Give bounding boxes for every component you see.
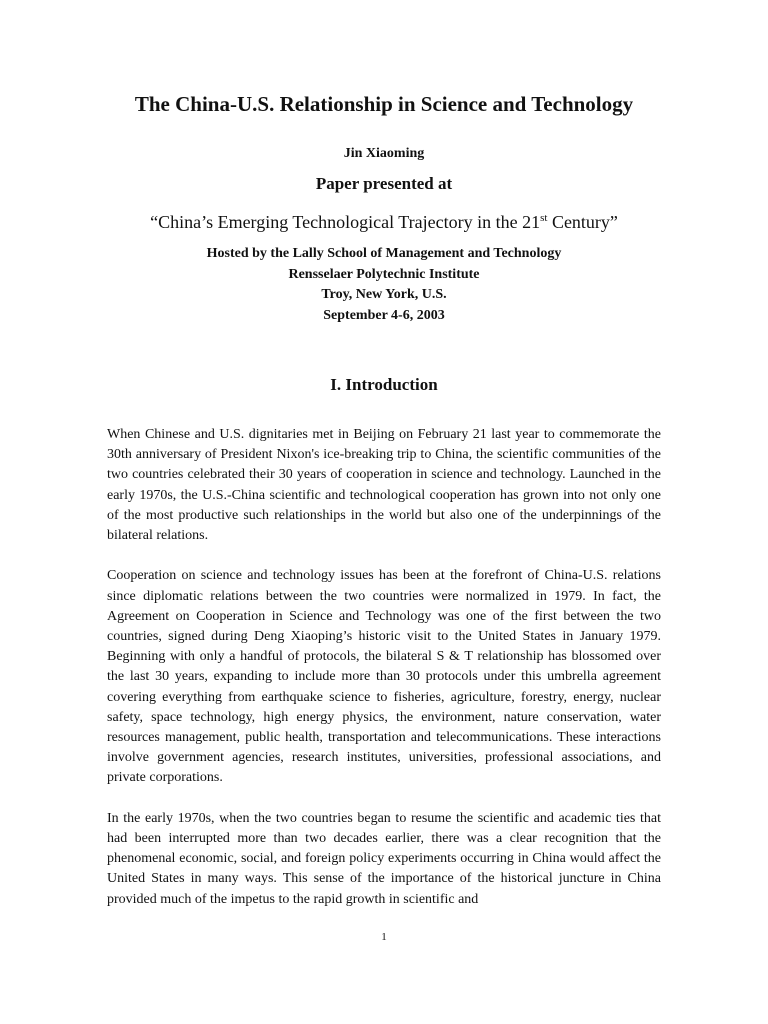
- paper-title: The China-U.S. Relationship in Science and Technology: [134, 92, 634, 116]
- host-line-school: Hosted by the Lally School of Management and Technology: [206, 246, 562, 261]
- conference-title-superscript: st: [540, 212, 548, 224]
- host-line-institute: Rensselaer Polytechnic Institute: [288, 266, 480, 282]
- conference-title-main: “China’s Emerging Technological Trajectory in the 21: [150, 212, 541, 232]
- host-info: [60, 244, 708, 326]
- presented-label: Paper presented at: [315, 174, 453, 193]
- author-name: Jin Xiaoming: [343, 146, 425, 161]
- body-text: [107, 425, 661, 930]
- section-heading: I. Introduction: [330, 375, 438, 394]
- paragraph: Cooperation on science and technology issues has been at the forefront of China-U.S. relations since diplomatic relations between the two countries were normalized in 1979. In fact, the Agreement on Cooperation in Science and Technology was one of the first between the two countries, signed during Deng Xiaoping’s historic visit to the United States in January 1979. Beginning with only a handful of protocols, the bilateral S & T relationship has blossomed over the last 30 years, expanding to include more than 30 protocols under this umbrella agreement covering everything from earthquake science to fisheries, agriculture, forestry, energy, nuclear safety, space technology, high energy physics, the environment, nature conservation, water resources management, public health, transportation and telecommunications. These interactions involve government agencies, research institutes, universities, professional associations, and private corporations.: [107, 568, 661, 786]
- paragraph: In the early 1970s, when the two countries began to resume the scientific and academic ties that had been interrupted more than two decades earlier, there was a clear recognition that the phenomenal economic, social, and foreign policy experiments occurring in China would affect the United States in many ways. This sense of the importance of the historical juncture in China provided much of the impetus to the rapid growth in scientific and: [107, 810, 661, 907]
- host-line-location: Troy, New York, U.S.: [321, 287, 447, 302]
- conference-title: [60, 210, 708, 234]
- page-number: 1: [381, 931, 387, 943]
- paragraph: When Chinese and U.S. dignitaries met in Beijing on February 21 last year to commemorate the 30th anniversary of President Nixon's ice-breaking trip to China, the scientific communities of the two countries celebrated their 30 years of cooperation in science and technology. Launched in the early 1970s, the U.S.-China scientific and technological cooperation has grown into not only one of the most productive such relationships in the world but also one of the underpinnings of the bilateral relations.: [107, 427, 661, 544]
- conference-title-end: Century”: [547, 212, 618, 232]
- host-line-date: September 4-6, 2003: [323, 307, 445, 323]
